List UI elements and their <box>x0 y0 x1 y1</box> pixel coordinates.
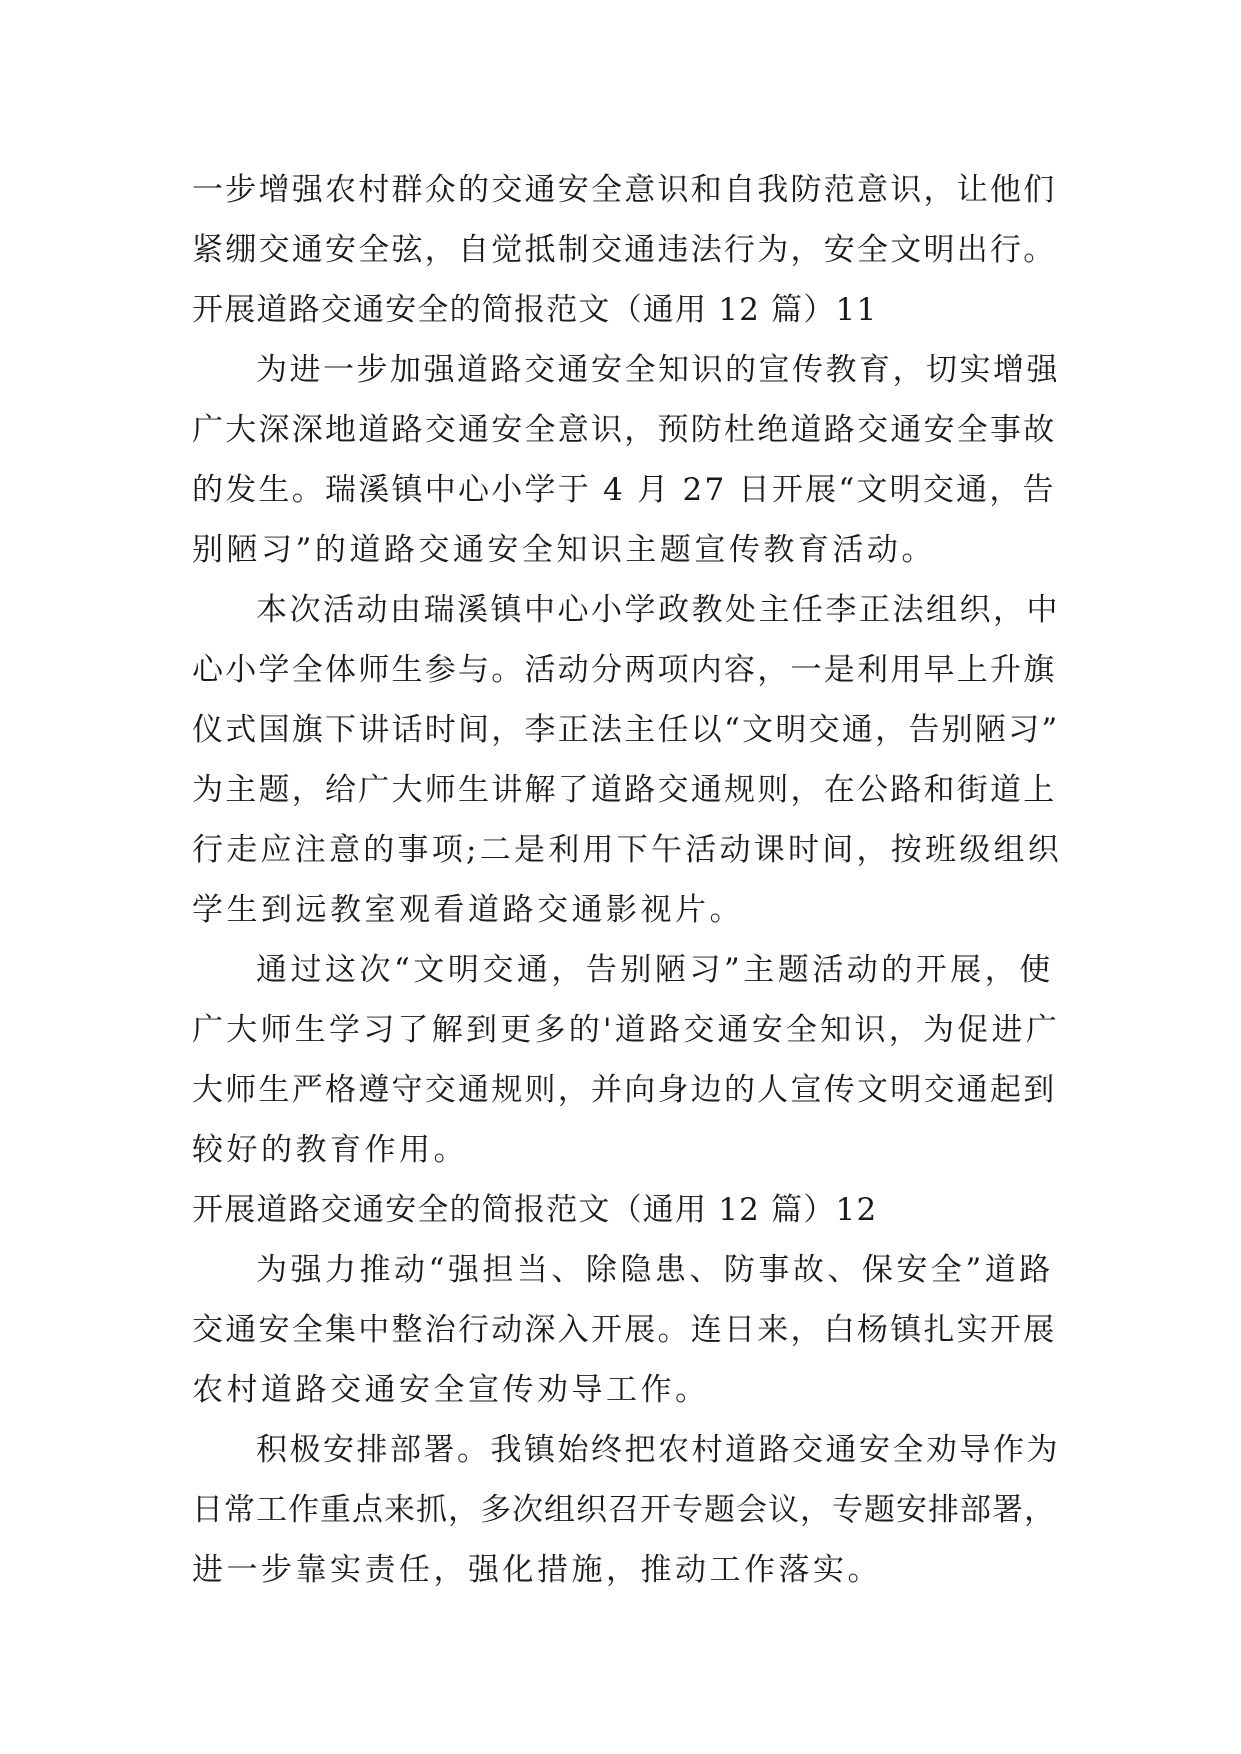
paragraph-line: 心小学全体师生参与。活动分两项内容，一是利用早上升旗 <box>192 652 1057 688</box>
paragraph-line: 学生到远教室观看道路交通影视片。 <box>192 892 744 928</box>
paragraph-line: 的发生。瑞溪镇中心小学于 4 月 27 日开展“文明交通，告 <box>192 472 1056 508</box>
paragraph-line: 仪式国旗下讲话时间，李正法主任以“文明交通，告别陋习” <box>192 712 1060 748</box>
paragraph-line: 农村道路交通安全宣传劝导工作。 <box>192 1372 710 1408</box>
section-heading: 开展道路交通安全的简报范文（通用 12 篇）11 <box>192 292 878 328</box>
paragraph-line: 一步增强农村群众的交通安全意识和自我防范意识，让他们 <box>192 172 1057 208</box>
paragraph-line: 为强力推动“强担当、除隐患、防事故、保安全”道路 <box>256 1252 1054 1288</box>
paragraph-line: 为主题，给广大师生讲解了道路交通规则，在公路和街道上 <box>192 772 1057 808</box>
paragraph-line: 大师生严格遵守交通规则，并向身边的人宣传文明交通起到 <box>192 1072 1057 1108</box>
paragraph-line: 积极安排部署。我镇始终把农村道路交通安全劝导作为 <box>256 1432 1060 1468</box>
paragraph-line: 进一步靠实责任，强化措施，推动工作落实。 <box>192 1552 882 1588</box>
paragraph-line: 较好的教育作用。 <box>192 1132 468 1168</box>
paragraph-line: 广大深深地道路交通安全意识，预防杜绝道路交通安全事故 <box>192 412 1057 448</box>
paragraph-line: 为进一步加强道路交通安全知识的宣传教育，切实增强 <box>256 352 1060 388</box>
section-heading: 开展道路交通安全的简报范文（通用 12 篇）12 <box>192 1192 878 1228</box>
paragraph-line: 通过这次“文明交通，告别陋习”主题活动的开展，使 <box>256 952 1054 988</box>
paragraph-line: 交通安全集中整治行动深入开展。连日来，白杨镇扎实开展 <box>192 1312 1057 1348</box>
document-page <box>192 160 1062 1600</box>
paragraph-line: 日常工作重点来抓，多次组织召开专题会议，专题安排部署， <box>192 1492 1056 1528</box>
paragraph-line: 广大师生学习了解到更多的'道路交通安全知识，为促进广 <box>192 1012 1061 1048</box>
paragraph-line: 本次活动由瑞溪镇中心小学政教处主任李正法组织，中 <box>256 592 1060 628</box>
paragraph-line: 紧绷交通安全弦，自觉抵制交通违法行为，安全文明出行。 <box>192 232 1057 268</box>
paragraph-line: 行走应注意的事项;二是利用下午活动课时间，按班级组织 <box>192 832 1062 868</box>
paragraph-line: 别陋习”的道路交通安全知识主题宣传教育活动。 <box>192 532 936 568</box>
